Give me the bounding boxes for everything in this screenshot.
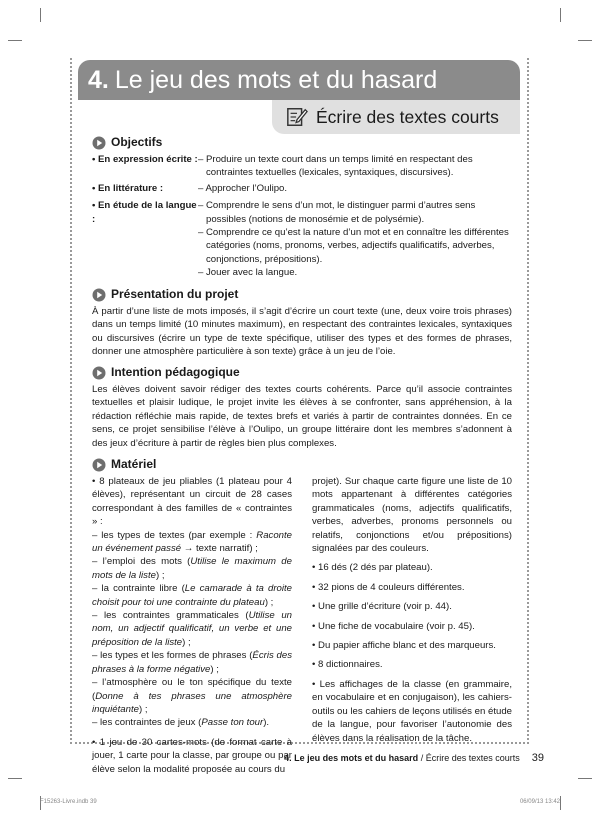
crop-mark (8, 40, 22, 41)
objective-item: – Approcher l’Oulipo. (198, 182, 288, 194)
materiel-heading-text: Matériel (111, 457, 157, 472)
page-number: 39 (531, 752, 544, 764)
constraint-line: – la contrainte libre (Le camarade à ta droite choisit pour toi une contrainte du plateau) ; (92, 583, 292, 608)
subtitle-tab (272, 100, 520, 134)
chapter-title: Le jeu des mots et du hasard (114, 66, 438, 94)
objectifs-heading-text: Objectifs (111, 135, 163, 150)
chapter-title-bar (78, 60, 520, 100)
crop-mark (560, 8, 561, 22)
objective-row (92, 182, 512, 195)
objective-label: • En littérature : (92, 182, 164, 194)
play-bullet-icon (92, 366, 106, 380)
materiel-item: • 1 jeu de 30 cartes-mots (de format carte à jouer, 1 carte pour la classe, par groupe ou par élève selon la modalité proposée au cours du (92, 736, 292, 775)
intention-heading (92, 366, 512, 380)
objectifs-section (92, 136, 512, 280)
intention-heading-text: Intention pédagogique (111, 365, 240, 380)
objective-label: • En étude de la langue : (92, 200, 197, 225)
materiel-item: • Une grille d’écriture (voir p. 44). (312, 601, 452, 613)
objective-row (92, 153, 512, 180)
play-bullet-icon (92, 288, 106, 302)
print-slug-date: 06/09/13 13:42 (519, 799, 560, 805)
footer-chapter: 4. Le jeu des mots et du hasard (284, 753, 419, 763)
intention-section (92, 366, 512, 450)
intention-text: Les élèves doivent savoir rédiger des textes courts cohérents. Parce qu’il associe contraintes textuelles et plaisir ludique, le projet invite les élèves à se confronter, sans appréhension, à la rédaction réfléchie mais rapide, de textes brefs et variés à partir de contraintes données. En ce sens, ce projet sensibilise l’élève à l’Oulipo, un groupe littéraire dont les membres s’adonnent à des jeux d’écriture à partir de règles bien plus complexes. (92, 384, 512, 449)
footer-separator: / (418, 753, 426, 763)
materiel-item: • 8 dictionnaires. (312, 659, 383, 671)
presentation-heading (92, 288, 512, 302)
footer-section: Écrire des textes courts (425, 753, 520, 763)
page-footer (284, 752, 544, 764)
materiel-left-column (92, 475, 292, 776)
constraint-line: – les contraintes grammaticales (Utilise un nom, un adjectif qualificatif, un verbe et une préposition de la liste) ; (92, 610, 292, 648)
constraint-line: – les contraintes de jeux (Passe ton tour). (92, 717, 270, 729)
materiel-section (92, 458, 512, 776)
materiel-heading (92, 458, 512, 472)
pencil-note-icon (286, 106, 308, 128)
crop-mark (560, 796, 561, 810)
chapter-number: 4. (88, 66, 109, 94)
objectifs-heading (92, 136, 512, 150)
constraint-line: – l’emploi des mots (Utilise le maximum de mots de la liste) ; (92, 556, 292, 581)
constraint-line: – les types et les formes de phrases (Écris des phrases à la forme négative) ; (92, 650, 292, 675)
materiel-item: • 8 plateaux de jeu pliables (1 plateau pour 4 élèves), représentant un circuit de 28 cases correspondant à des familles de « contraintes » : (92, 476, 292, 528)
crop-mark (578, 40, 592, 41)
objective-item: – Produire un texte court dans un temps limité en respectant des contraintes textuelles (lexicales, syntaxiques, discursives). (198, 154, 473, 179)
presentation-section (92, 288, 512, 359)
objective-label: • En expression écrite : (92, 154, 198, 165)
print-slug-file: F15263-Livre.indb 39 (40, 799, 97, 805)
objective-item: – Jouer avec la langue. (198, 267, 298, 279)
constraint-line: – l’atmosphère ou le ton spécifique du texte (Donne à tes phrases une atmosphère inquiétante) ; (92, 677, 292, 715)
objective-row (92, 199, 512, 279)
play-bullet-icon (92, 458, 106, 472)
presentation-heading-text: Présentation du projet (111, 287, 239, 302)
constraint-line: – les types de textes (par exemple : Raconte un événement passé → texte narratif) ; (92, 529, 292, 555)
materiel-item: • 32 pions de 4 couleurs différentes. (312, 581, 465, 593)
crop-mark (40, 8, 41, 22)
materiel-item: projet). Sur chaque carte figure une liste de 10 mots appartenant à différentes catégories grammaticales (noms, adjectifs qualificatifs, verbes, adverbes, pronoms personnels ou relatifs, conjonctions et/ou prépositions) signalées par des couleurs. (312, 476, 512, 555)
crop-mark (8, 778, 22, 779)
subtitle: Écrire des textes courts (316, 106, 499, 127)
materiel-item: • Une fiche de vocabulaire (voir p. 45). (312, 620, 475, 632)
materiel-item: • Les affichages de la classe (en grammaire, en vocabulaire et en conjugaison), les cahiers-outils ou les cahiers de leçons utilisés en étude de la langue, pour favoriser l’autonomie des élèves dans la réalisation de la tâche. (312, 678, 512, 744)
materiel-item: • Du papier affiche blanc et des marqueurs. (312, 640, 496, 652)
play-bullet-icon (92, 136, 106, 150)
materiel-right-column (312, 475, 512, 776)
objective-item: – Comprendre ce qu’est la nature d’un mot et en connaître les différentes catégories (noms, pronoms, verbes, adjectifs qualificatifs, adverbes, conjonctions, prépositions). (198, 227, 509, 265)
presentation-text: À partir d’une liste de mots imposés, il s’agit d’écrire un court texte (une, deux voire trois phrases) dans un temps limité (10 minutes maximum), en respectant des contraintes lexicales, syntaxiques ou discursives (écrire un type de texte spécifique, utiliser des types et des formes de phrases, donner une atmosphère particulière à son texte) grâce à un jeu de l’oie. (92, 306, 512, 358)
materiel-item: • 16 dés (2 dés par plateau). (312, 562, 433, 574)
crop-mark (578, 778, 592, 779)
objective-item: – Comprendre le sens d’un mot, le distinguer parmi d’autres sens possibles (notions de monosémie et de polysémie). (198, 200, 476, 225)
